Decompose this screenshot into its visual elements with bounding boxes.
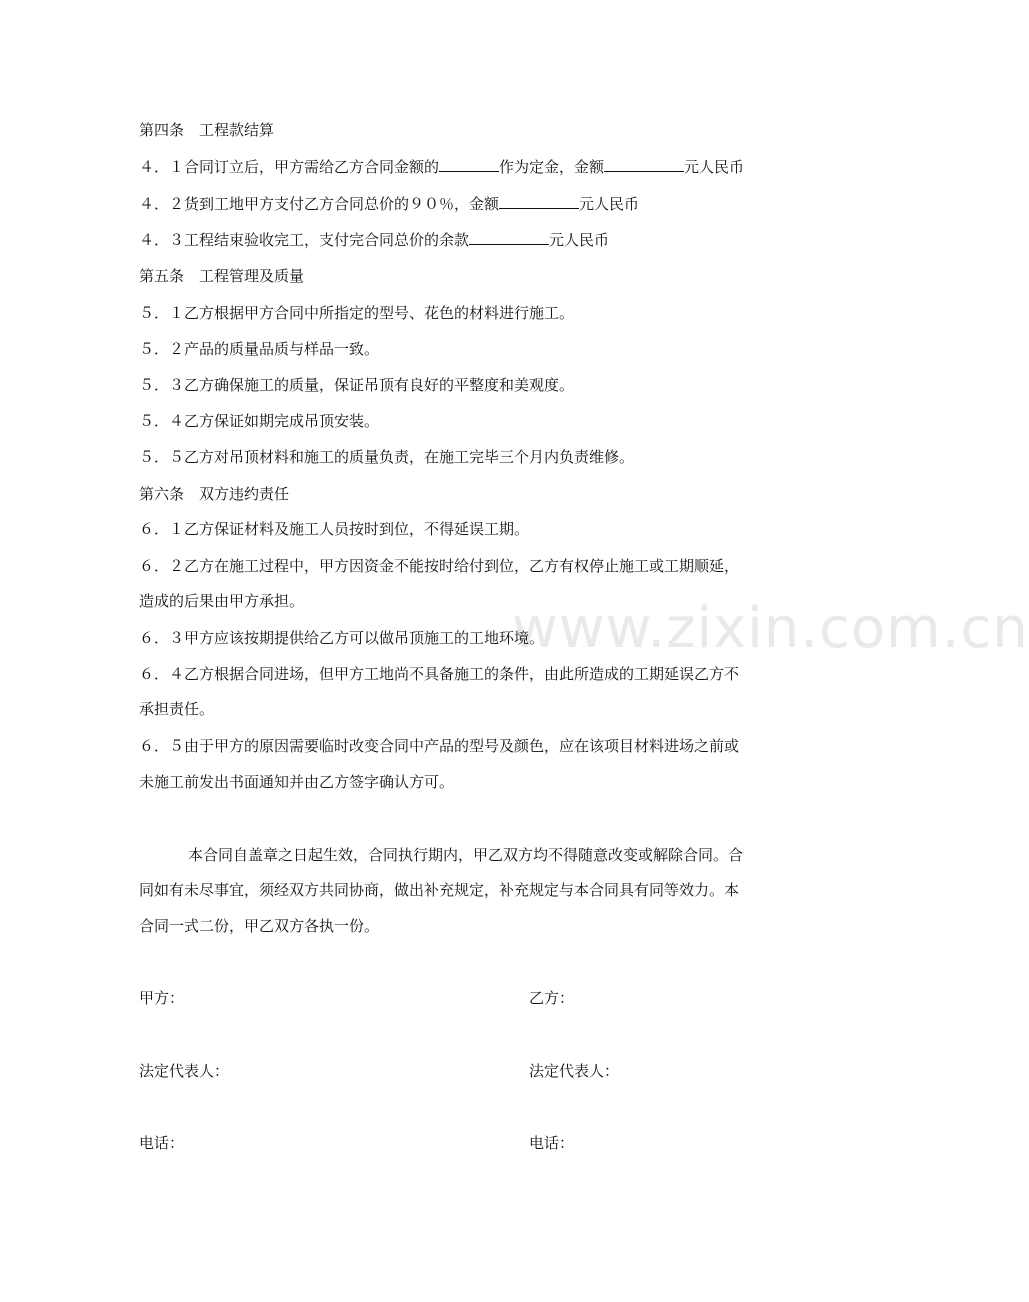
clause-6-5-line1: ６．５由于甲方的原因需要临时改变合同中产品的型号及颜色，应在该项目材料进场之前或: [139, 737, 740, 755]
clause-6-5-line2: 未施工前发出书面通知并由乙方签字确认方可。: [139, 773, 455, 791]
clause-5-4: ５．４乙方保证如期完成吊顶安装。: [139, 412, 380, 430]
party-a-phone-label: 电话：: [139, 1134, 185, 1152]
clause-5-3: ５．３乙方确保施工的质量，保证吊顶有良好的平整度和美观度。: [139, 376, 575, 394]
article-6-heading: 第六条 双方违约责任: [139, 485, 290, 503]
closing-line1: 本合同自盖章之日起生效，合同执行期内，甲乙双方均不得随意改变或解除合同。合: [188, 846, 744, 864]
party-b-label: 乙方：: [529, 989, 575, 1007]
party-a-label: 甲方：: [139, 989, 185, 1007]
party-b-phone-label: 电话：: [529, 1134, 575, 1152]
closing-line2: 同如有未尽事宜，须经双方共同协商，做出补充规定，补充规定与本合同具有同等效力。本: [139, 881, 740, 899]
clause-4-3: ４．３工程结束验收完工，支付完合同总价的余款 元人民币: [139, 231, 610, 249]
clause-5-5: ５．５乙方对吊顶材料和施工的质量负责，在施工完毕三个月内负责维修。: [139, 448, 635, 466]
article-5-heading: 第五条 工程管理及质量: [139, 267, 305, 285]
blank-deposit-amount: [604, 157, 684, 172]
clause-5-2: ５．２产品的质量品质与样品一致。: [139, 340, 380, 358]
watermark: www.zixin.com.cn: [512, 596, 1029, 661]
clause-6-1: ６．１乙方保证材料及施工人员按时到位，不得延误工期。: [139, 520, 530, 538]
party-b-representative-label: 法定代表人：: [529, 1062, 620, 1080]
clause-6-3: ６．３甲方应该按期提供给乙方可以做吊顶施工的工地环境。: [139, 629, 545, 647]
clause-6-2-line2: 造成的后果由甲方承担。: [139, 592, 305, 610]
clause-5-1: ５．１乙方根据甲方合同中所指定的型号、花色的材料进行施工。: [139, 304, 575, 322]
party-a-representative-label: 法定代表人：: [139, 1062, 230, 1080]
clause-6-4-line2: 承担责任。: [139, 700, 215, 718]
clause-4-2: ４．２货到工地甲方支付乙方合同总价的９０％，金额 元人民币: [139, 195, 640, 213]
article-4-heading: 第四条 工程款结算: [139, 121, 275, 139]
blank-balance-amount: [469, 230, 549, 245]
blank-deposit-ratio: [439, 157, 499, 172]
clause-6-4-line1: ６．４乙方根据合同进场，但甲方工地尚不具备施工的条件，由此所造成的工期延误乙方不: [139, 665, 740, 683]
clause-6-2-line1: ６．２乙方在施工过程中，甲方因资金不能按时给付到位，乙方有权停止施工或工期顺延，: [139, 557, 740, 575]
closing-line3: 合同一式二份，甲乙双方各执一份。: [139, 917, 380, 935]
clause-4-1: ４．１合同订立后，甲方需给乙方合同金额的 作为定金，金额 元人民币: [139, 158, 745, 176]
blank-payment-amount: [499, 194, 579, 209]
